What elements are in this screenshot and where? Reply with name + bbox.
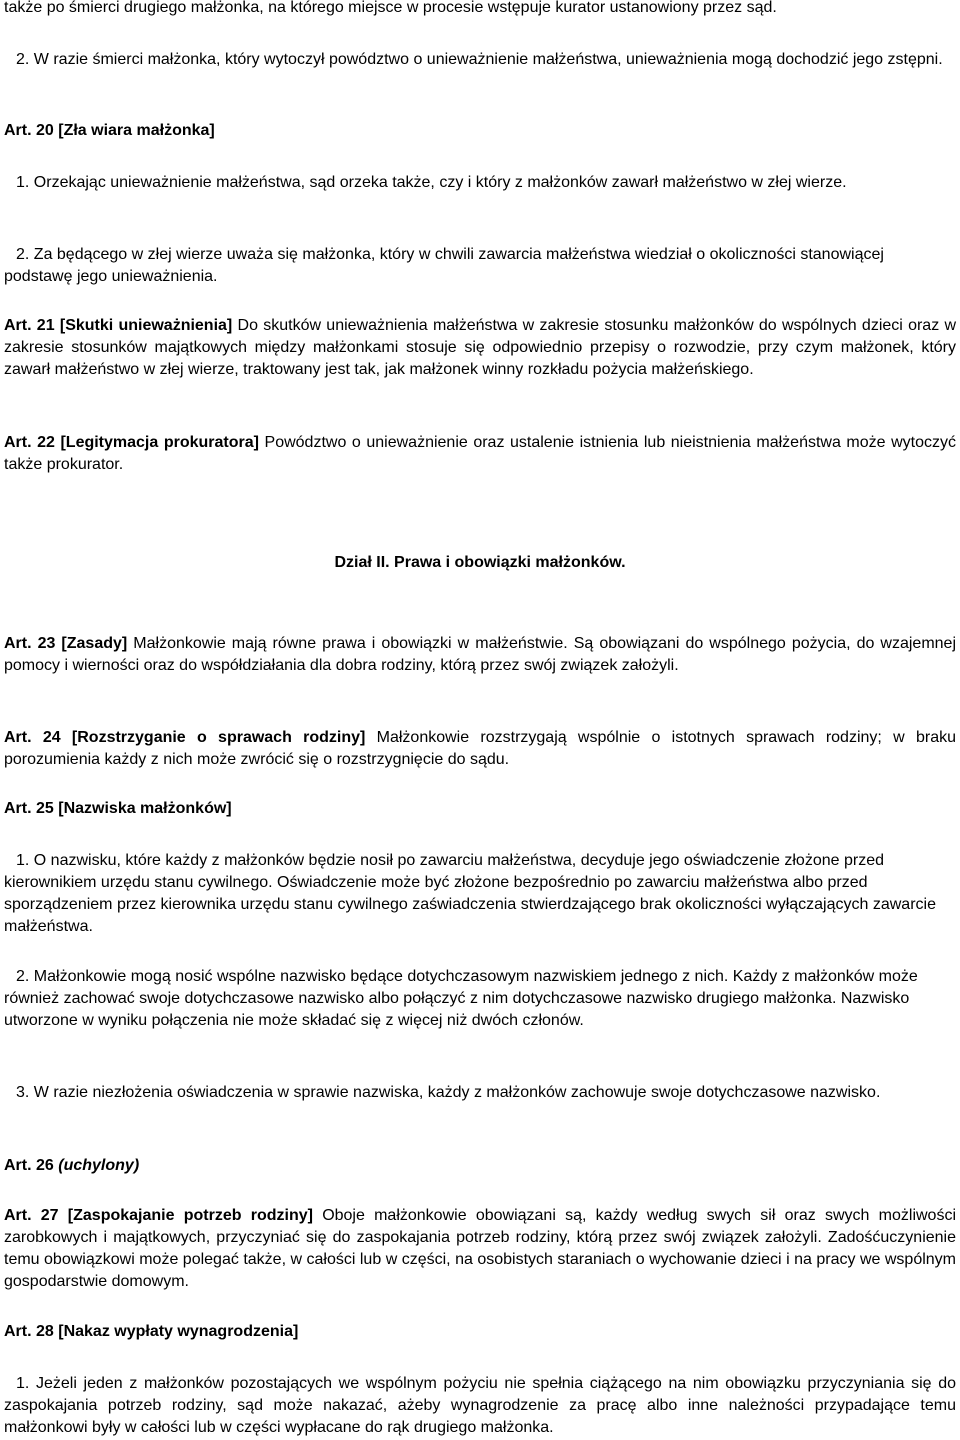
art22-article [4, 432, 956, 476]
art25-paragraph-1: 1. O nazwisku, które każdy z małżonków będzie nosił po zawarciu małżeństwa, decyduje jego oświadczenie złożone przed kierownikiem urzędu stanu cywilnego. Oświadczenie może być złożone bezpośrednio po zawarciu małżeństwa albo przed sporządzeniem przez kierownika urzędu stanu cywilnego zaświadczenia stwierdzającego brak okoliczności wyłączających zawarcie małżeństwa. [4, 852, 936, 935]
art28-heading [4, 1321, 956, 1343]
art24-text: Małżonkowie rozstrzygają wspólnie o istotnych sprawach rodziny; w braku porozumienia każdy z nich może zwrócić się o rozstrzygnięcie do sądu. [4, 729, 956, 768]
art19-paragraph-2: 2. W razie śmierci małżonka, który wytoczył powództwo o unieważnienie małżeństwa, unieważnienia mogą dochodzić jego zstępni. [16, 51, 943, 68]
art26-article [4, 1155, 956, 1177]
art25-paragraph-3: 3. W razie niezłożenia oświadczenia w sprawie nazwiska, każdy z małżonków zachowuje swoje dotychczasowe nazwisko. [16, 1084, 881, 1101]
art23-heading: Art. 23 [Zasady] [4, 635, 128, 652]
art22-heading: Art. 22 [Legitymacja prokuratora] [4, 434, 259, 451]
art21-article [4, 315, 956, 381]
art20-paragraph-2: 2. Za będącego w złej wierze uważa się małżonka, który w chwili zawarcia małżeństwa wiedział o okoliczności stanowiącej podstawę jego unieważnienia. [4, 246, 884, 285]
art24-heading: Art. 24 [Rozstrzyganie o sprawach rodziny] [4, 729, 366, 746]
art21-heading: Art. 21 [Skutki unieważnienia] [4, 317, 233, 334]
art25-heading [4, 798, 956, 820]
art22-text: Powództwo o unieważnienie oraz ustalenie istnienia lub nieistnienia małżeństwa może wytoczyć także prokurator. [4, 434, 957, 473]
section-title-text: Dział II. Prawa i obowiązki małżonków. [334, 554, 626, 571]
art25-paragraph-2: 2. Małżonkowie mogą nosić wspólne nazwisko będące dotychczasowym nazwiskiem jednego z nich. Każdy z małżonków może również zachować swoje dotychczasowe nazwisko albo połączyć z nim dotychczasowe nazwisko drugiego małżonka. Nazwisko utworzone w wyniku połączenia nie może składać się z więcej niż dwóch członów. [4, 968, 918, 1029]
art27-heading: Art. 27 [Zaspokajanie potrzeb rodziny] [4, 1207, 313, 1224]
art25-heading-text: Art. 25 [Nazwiska małżonków] [4, 800, 232, 817]
art28-paragraph-1: 1. Jeżeli jeden z małżonków pozostających we wspólnym pożyciu nie spełnia ciążącego na nim obowiązku przyczyniania się do zaspokajania potrzeb rodziny, sąd może nakazać, ażeby wynagrodzenie za pracę albo inne należności przypadające temu małżonkowi były w całości lub w części wypłacane do rąk drugiego małżonka. [4, 1375, 956, 1436]
art23-text: Małżonkowie mają równe prawa i obowiązki w małżeństwie. Są obowiązani do wspólnego pożycia, do wzajemnej pomocy i wierności oraz do współdziałania dla dobra rodziny, którą przez swój związek założyli. [4, 635, 956, 674]
art27-article [4, 1205, 956, 1293]
art26-heading-text: Art. 26 [4, 1157, 54, 1174]
art26-heading [4, 1157, 139, 1174]
art24-article [4, 727, 956, 771]
art20-paragraph-1: 1. Orzekając unieważnienie małżeństwa, sąd orzeka także, czy i który z małżonków zawarł małżeństwo w złej wierze. [16, 174, 847, 191]
art21-text: Do skutków unieważnienia małżeństwa w zakresie stosunku małżonków do wspólnych dzieci oraz w zakresie stosunków majątkowych między małżonkami stosuje się odpowiednio przepisy o rozwodzie, przy czym małżonek, który zawarł małżeństwo w złej wierze, traktowany jest tak, jak małżonek winny rozkładu pożycia małżeńskiego. [4, 317, 957, 378]
art20-heading [4, 120, 956, 142]
art26-note: (uchylony) [58, 1157, 140, 1174]
art23-article [4, 633, 956, 677]
art27-text: Oboje małżonkowie obowiązani są, każdy według swych sił oraz swych możliwości zarobkowych i majątkowych, przyczyniać się do zaspokajania potrzeb rodziny, którą przez swój związek założyli. Zadośćuczynienie temu obowiązkowi może polegać także, w całości lub w części, na osobistych staraniach o wychowanie dzieci i na pracy we wspólnym gospodarstwie domowym. [4, 1207, 957, 1290]
art20-heading-text: Art. 20 [Zła wiara małżonka] [4, 122, 215, 139]
section-title [4, 552, 956, 574]
art28-heading-text: Art. 28 [Nakaz wypłaty wynagrodzenia] [4, 1323, 299, 1340]
paragraph-continuation: także po śmierci drugiego małżonka, na którego miejsce w procesie wstępuje kurator ustanowiony przez sąd. [4, 0, 777, 16]
